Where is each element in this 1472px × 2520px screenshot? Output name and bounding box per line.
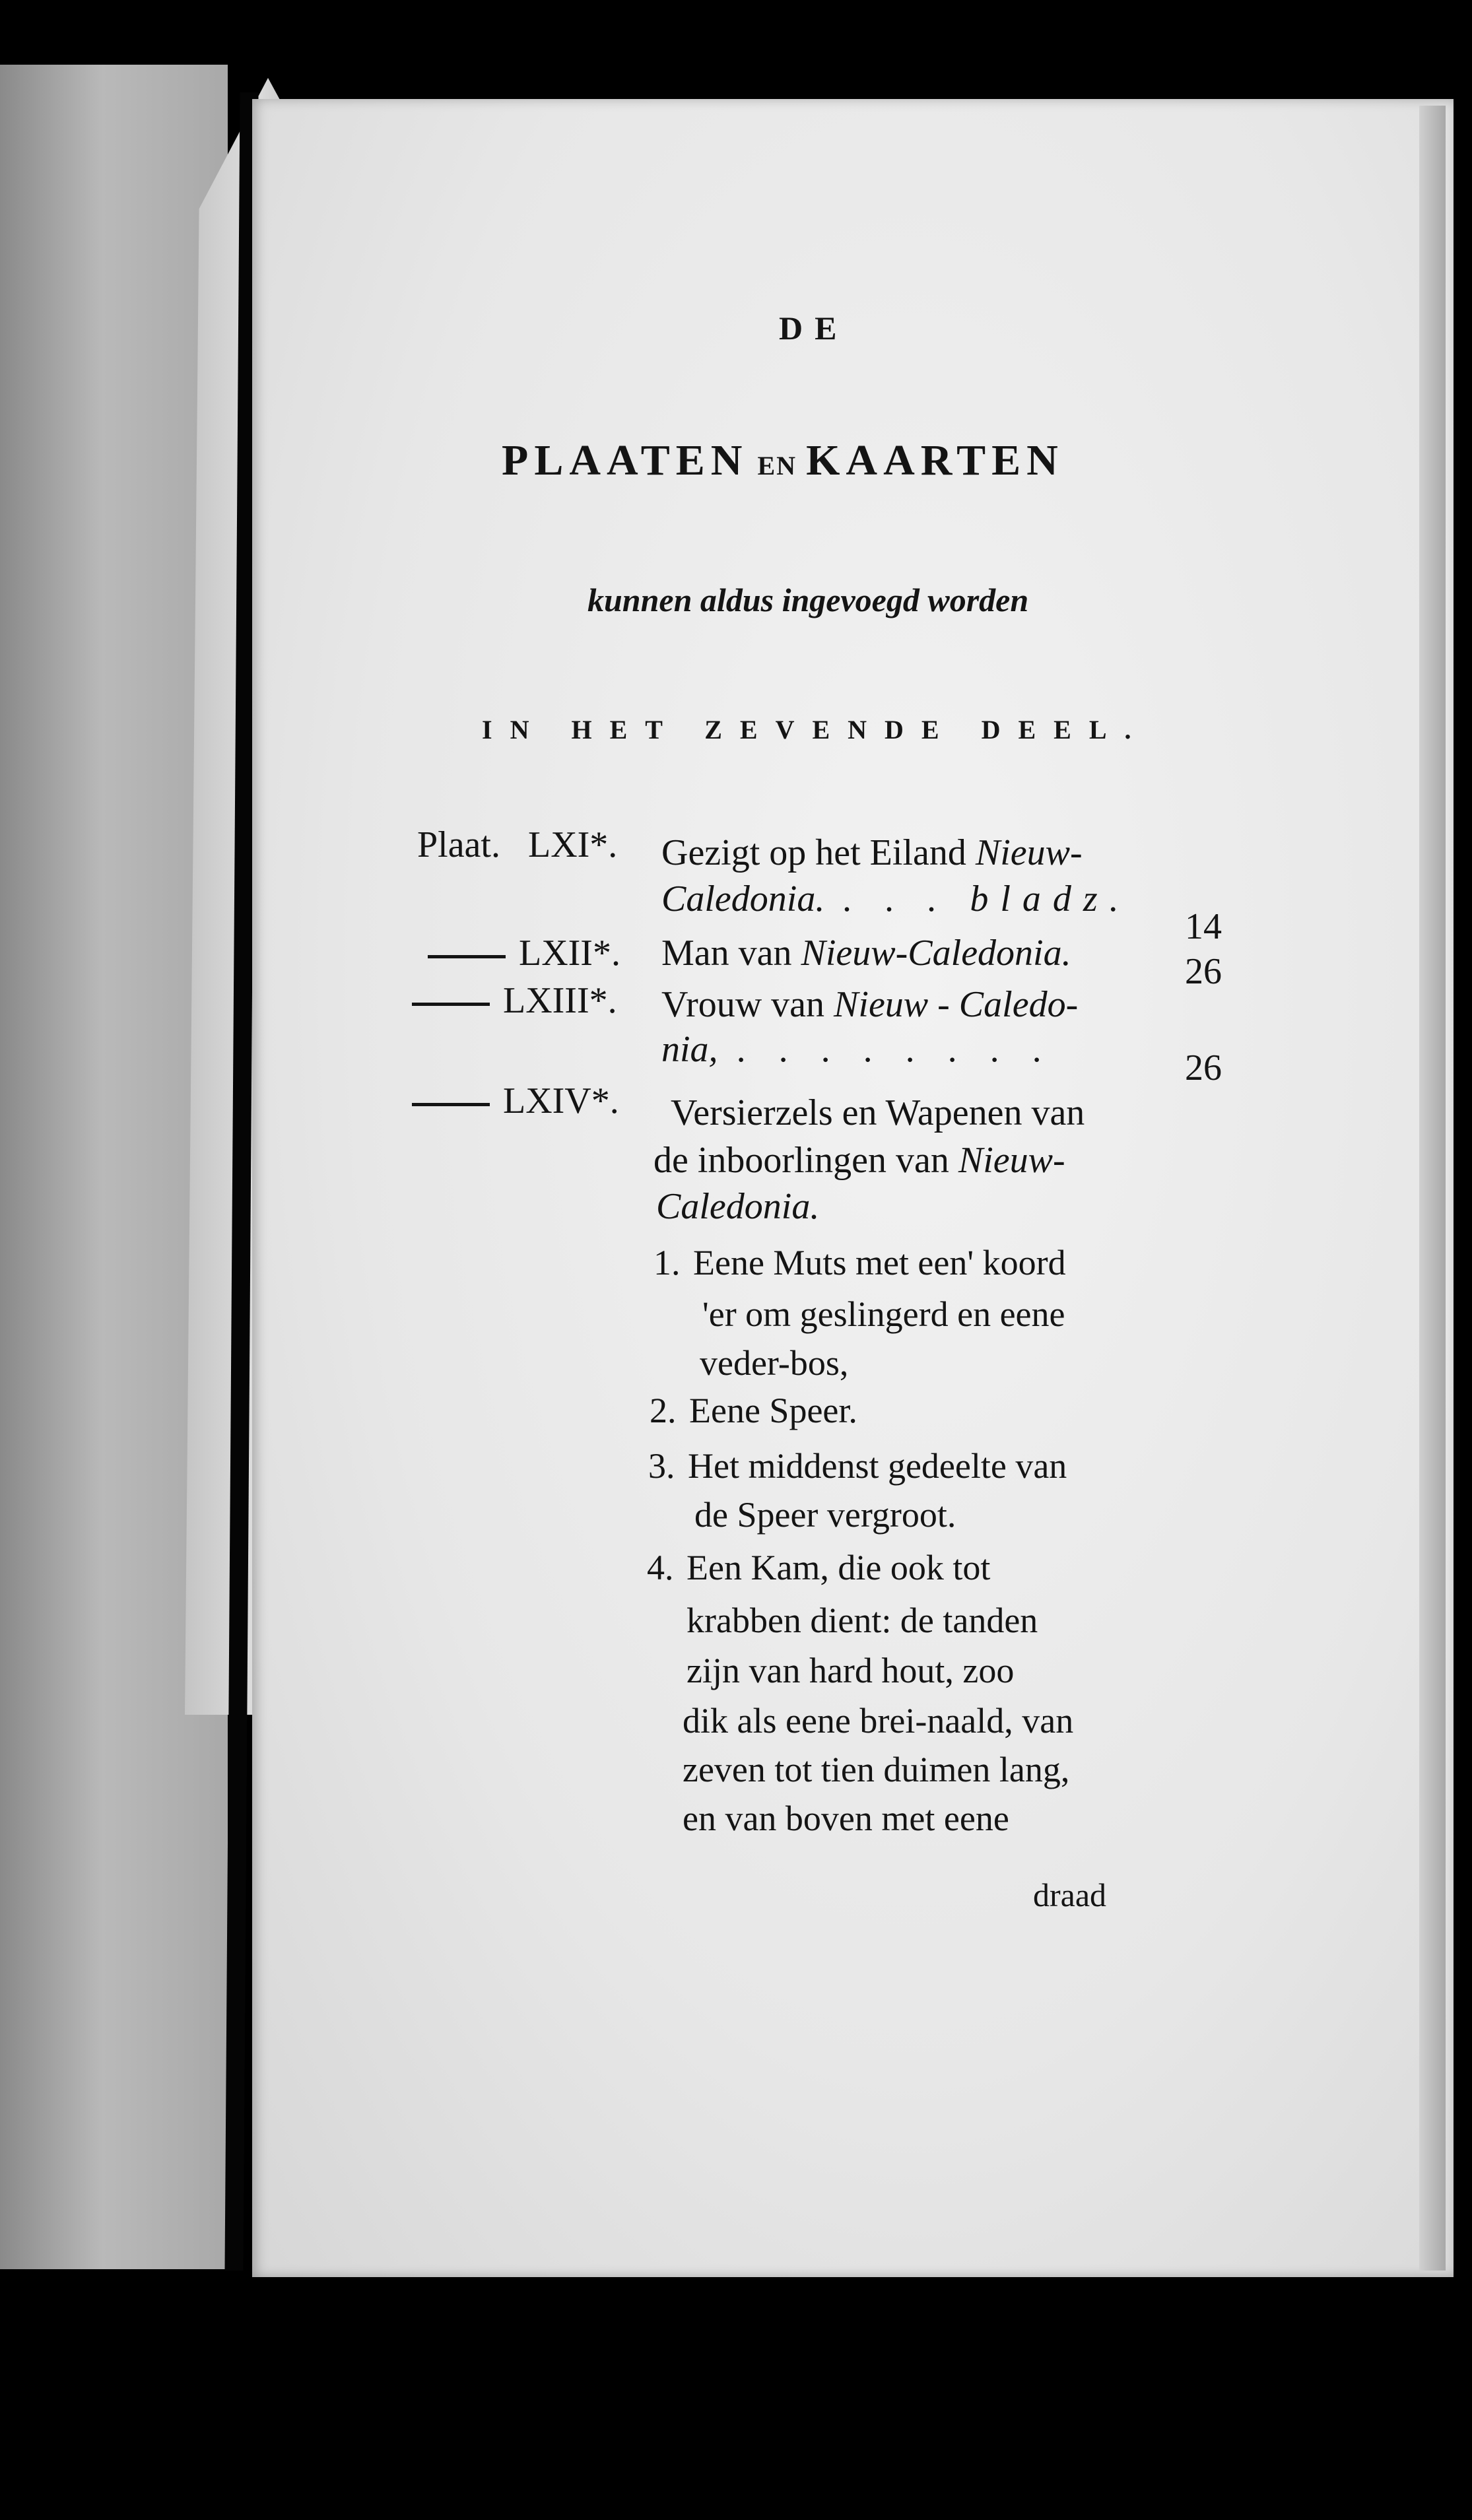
page-edge bbox=[1419, 106, 1446, 2271]
entry-desc: Gezigt op het Eiland Nieuw- bbox=[661, 832, 1083, 873]
entry-label-plaat: Plaat. bbox=[417, 824, 500, 865]
entry-label bbox=[428, 932, 620, 974]
list-item-line: dik als eene brei-naald, van bbox=[683, 1701, 1074, 1741]
entry-desc-line2: de inboorlingen van Nieuw- bbox=[653, 1140, 1065, 1181]
subtitle: kunnen aldus ingevoegd worden bbox=[587, 581, 1029, 618]
page-number: 26 bbox=[1185, 951, 1222, 992]
entry-desc: Versierzels en Wapenen van bbox=[671, 1092, 1085, 1133]
entry-label bbox=[412, 1080, 619, 1122]
page bbox=[252, 99, 1454, 2277]
facing-page-bleed bbox=[8, 65, 120, 2520]
entry-desc-line2: Caledonia. . . . bladz. bbox=[661, 879, 1131, 919]
ditto-dash bbox=[412, 1003, 490, 1006]
ditto-dash bbox=[428, 955, 506, 958]
list-item-line: zijn van hard hout, zoo bbox=[686, 1651, 1015, 1690]
page-number: 26 bbox=[1185, 1047, 1222, 1088]
title-connector: EN bbox=[757, 451, 797, 481]
title-word-2: KAARTEN bbox=[806, 436, 1064, 484]
entry-label bbox=[412, 979, 617, 1022]
page-number: 14 bbox=[1185, 906, 1222, 947]
list-item-line: 'er om geslingerd en eene bbox=[702, 1294, 1065, 1334]
ditto-dash bbox=[412, 1103, 490, 1106]
list-item: 4. Een Kam, die ook tot bbox=[647, 1548, 991, 1587]
heading-de: DE bbox=[779, 310, 849, 347]
list-item-line: zeven tot tien duimen lang, bbox=[683, 1750, 1070, 1789]
title-word-1: PLAATEN bbox=[502, 436, 749, 484]
catchword: draad bbox=[1033, 1876, 1107, 1913]
entry-desc-line3: Caledonia. bbox=[656, 1186, 820, 1227]
entry-label bbox=[417, 824, 617, 866]
page-title bbox=[502, 436, 1064, 486]
list-item-line: krabben dient: de tanden bbox=[686, 1601, 1038, 1640]
list-item-line: veder-bos, bbox=[700, 1343, 849, 1383]
section-heading: IN HET ZEVENDE DEEL. bbox=[482, 715, 1149, 745]
list-item-line: en van boven met eene bbox=[683, 1799, 1009, 1838]
list-item: 2. Eene Speer. bbox=[650, 1391, 857, 1430]
list-item: 1. Eene Muts met een' koord bbox=[653, 1243, 1066, 1282]
list-item-line: de Speer vergroot. bbox=[694, 1495, 956, 1535]
entry-desc: Vrouw van Nieuw - Caledo- bbox=[661, 984, 1079, 1025]
entry-desc-line2: nia, . . . . . . . . bbox=[661, 1029, 1054, 1070]
entry-desc: Man van Nieuw-Caledonia. bbox=[661, 933, 1071, 974]
entry-roman: LXIII*. bbox=[503, 980, 617, 1021]
entry-roman: LXI*. bbox=[527, 824, 618, 865]
entry-roman: LXII*. bbox=[519, 933, 620, 974]
list-item: 3. Het middenst gedeelte van bbox=[648, 1446, 1067, 1486]
entry-roman: LXIV*. bbox=[503, 1080, 619, 1121]
